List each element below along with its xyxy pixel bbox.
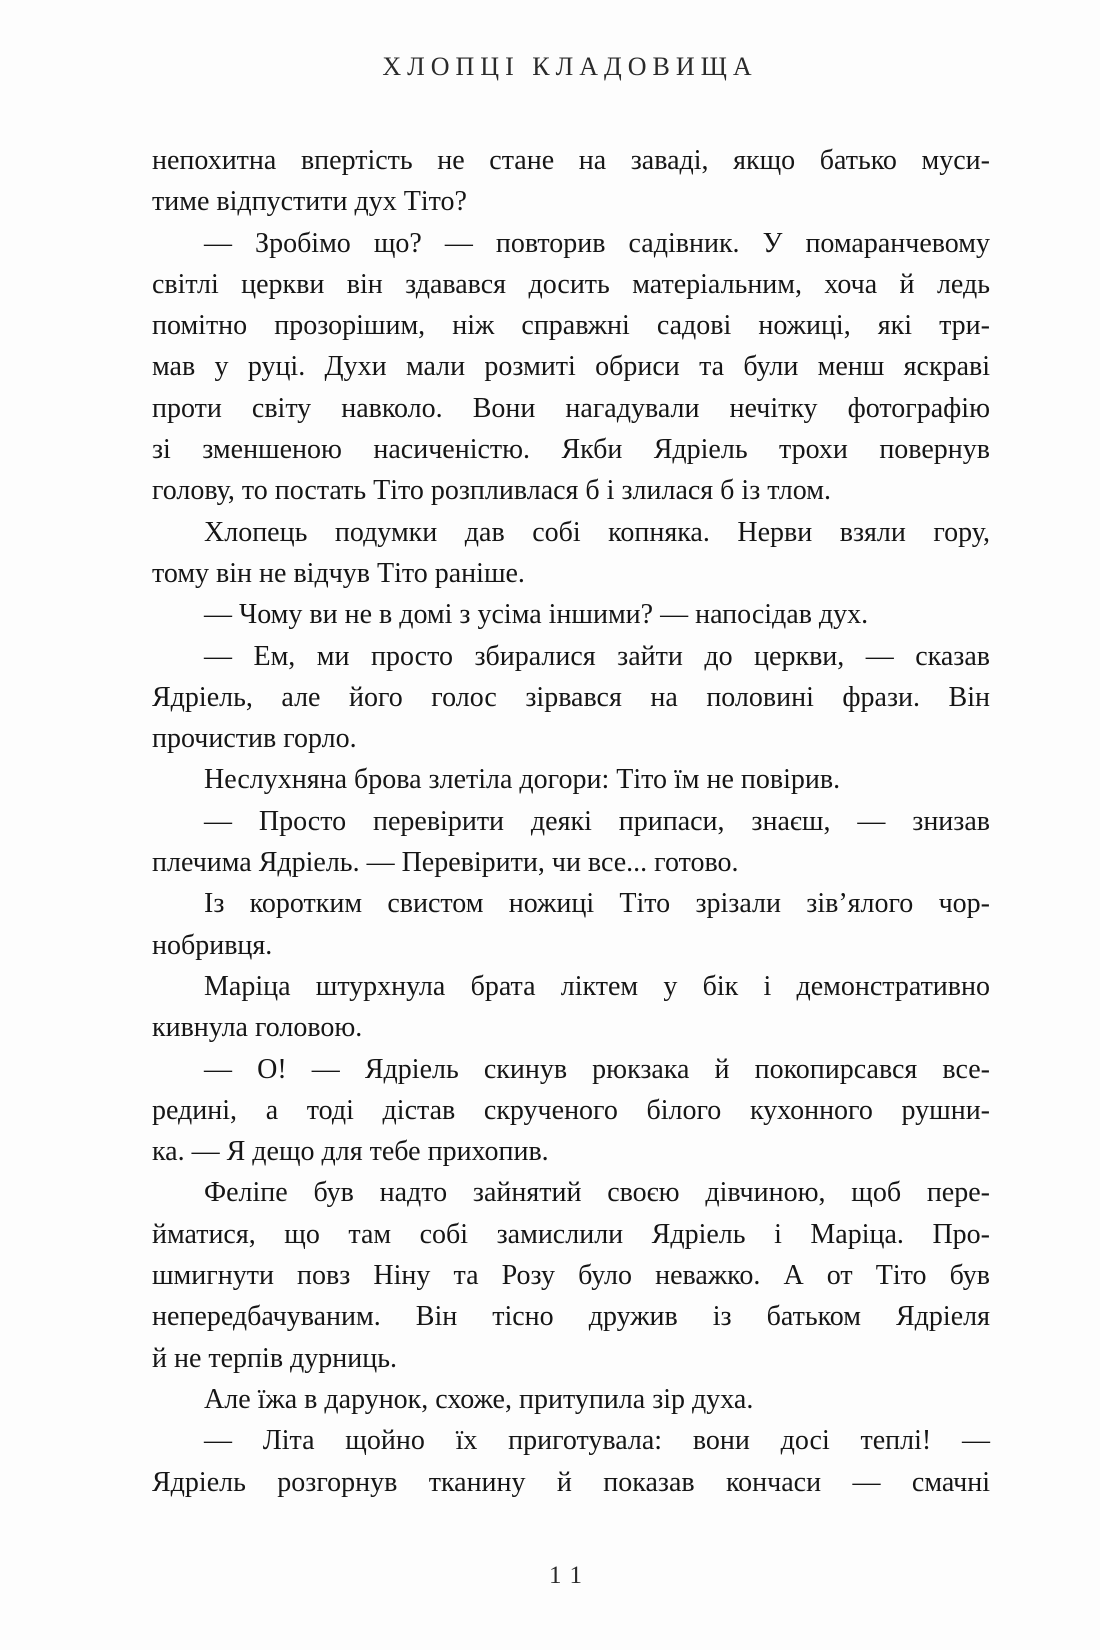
text-line: йматися, що там собі замислили Ядріель і Маріца. Про- [152,1218,990,1250]
text-line: кивнула головою. [152,1012,363,1044]
body-text [152,140,990,1503]
paragraph [152,1049,990,1173]
text-line: Ядріель розгорнув тканину й показав кончаси — смачні [152,1466,990,1498]
paragraph [152,512,990,595]
text-line: помітно прозорішим, ніж справжні садові ножиці, які три- [152,310,990,342]
text-line: — Чому ви не в домі з усіма іншими? — напосідав дух. [204,599,869,631]
text-line: Ядріель, але його голос зірвався на половині фрази. Він [152,681,990,713]
text-line: ка. — Я дещо для тебе прихопив. [152,1136,549,1168]
text-line: нобривця. [152,929,273,961]
text-line: Але їжа в дарунок, схоже, притупила зір духа. [204,1383,754,1415]
text-line: й не терпів дурниць. [152,1342,398,1374]
paragraph [152,1420,990,1503]
text-line: — О! — Ядріель скинув рюкзака й покопирсався все- [204,1053,990,1085]
text-line: Із коротким свистом ножиці Тіто зрізали зів’ялого чор- [204,888,990,920]
text-line: прочистив горло. [152,723,357,755]
text-line: тому він не відчув Тіто раніше. [152,557,525,589]
text-line: світлі церкви він здавався досить матеріальним, хоча й ледь [152,268,990,300]
text-line: Феліпе був надто зайнятий своєю дівчиною, щоб пере- [204,1177,990,1209]
text-line: голову, то постать Тіто розпливлася б і злилася б із тлом. [152,475,831,507]
text-line: зі зменшеною насиченістю. Якби Ядріель трохи повернув [152,434,990,466]
text-line: редині, а тоді дістав скрученого білого кухонного рушни- [152,1094,990,1126]
text-line: плечима Ядріель. — Перевірити, чи все... готово. [152,847,739,879]
page-number: 11 [548,1562,592,1589]
paragraph [152,1172,990,1378]
text-line: Маріца штурхнула брата ліктем у бік і демонстративно [204,970,990,1002]
text-line: шмигнути повз Ніну та Розу було неважко. А от Тіто був [152,1260,990,1292]
paragraph [152,223,990,512]
text-line: проти світу навколо. Вони нагадували нечітку фотографію [152,392,990,424]
paragraph [152,966,990,1049]
text-line: мав у руці. Духи мали розмиті обриси та були менш яскраві [152,351,990,383]
paragraph [152,140,990,223]
paragraph [152,1379,990,1420]
text-line: Неслухняна брова злетіла догори: Тіто їм не повірив. [204,764,841,796]
text-line: непередбачуваним. Він тісно дружив із батьком Ядріеля [152,1301,990,1333]
text-line: — Літа щойно їх приготувала: вони досі теплі! — [204,1425,990,1457]
text-line: — Просто перевірити деякі припаси, знаєш, — знизав [204,805,990,837]
paragraph [152,636,990,760]
text-line: тиме відпустити дух Тіто? [152,186,467,218]
paragraph [152,883,990,966]
paragraph [152,801,990,884]
text-line: Хлопець подумки дав собі копняка. Нерви взяли гору, [204,516,990,548]
text-line: — Зробімо що? — повторив садівник. У помаранчевому [204,227,990,259]
text-line: — Ем, ми просто збиралися зайти до церкви, — сказав [204,640,990,672]
paragraph [152,759,990,800]
running-header: ХЛОПЦІ КЛАДОВИЩА [382,52,758,81]
text-line: непохитна впертість не стане на заваді, якщо батько муси- [152,145,990,176]
paragraph [152,594,990,635]
